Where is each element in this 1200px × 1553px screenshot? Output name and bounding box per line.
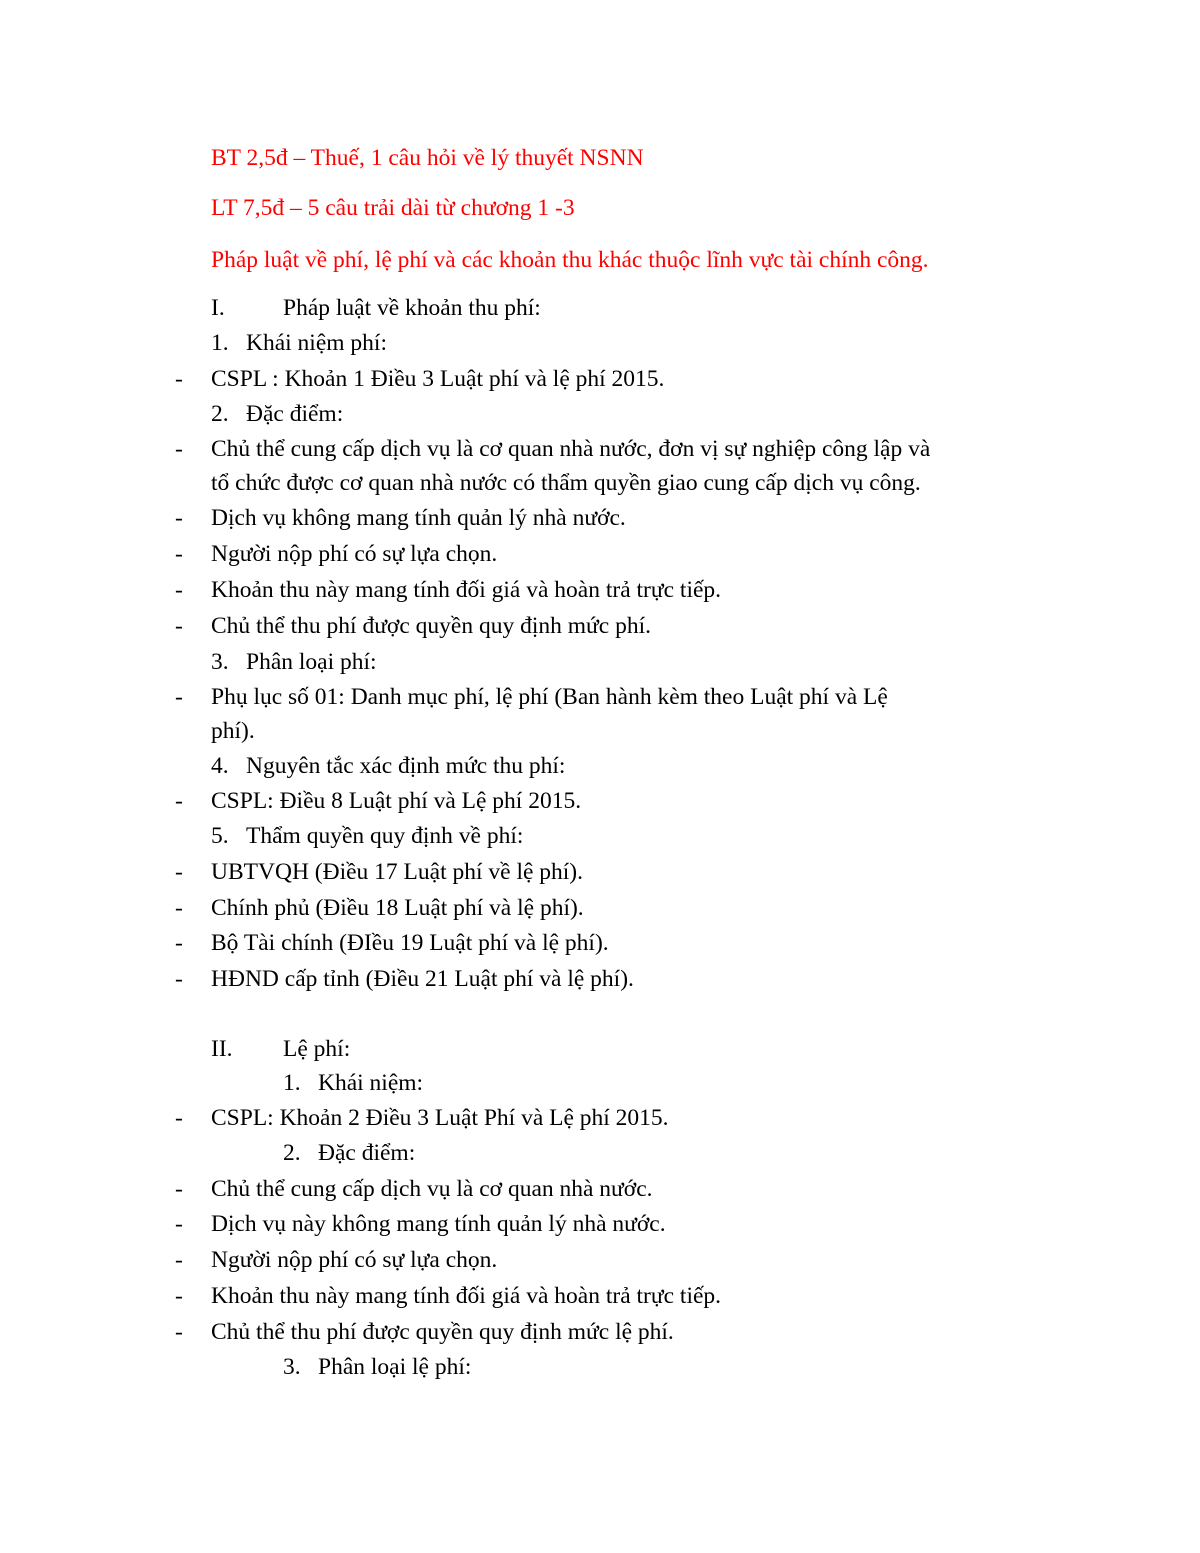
bullet-text: Người nộp phí có sự lựa chọn.	[211, 541, 498, 567]
bullet-text: Chủ thể cung cấp dịch vụ là cơ quan nhà nước, đơn vị sự nghiệp công lập và	[211, 436, 931, 462]
bullet-dash: -	[175, 505, 183, 531]
bullet-dash: -	[175, 1105, 183, 1131]
bullet-text: Chủ thể thu phí được quyền quy định mức lệ phí.	[211, 1319, 674, 1345]
bullet-dash: -	[175, 1247, 183, 1273]
bullet-text-continued: phí).	[211, 718, 255, 744]
bullet-dash: -	[175, 577, 183, 603]
heading-text: Phân loại phí:	[246, 649, 377, 675]
bullet-text: Chủ thể cung cấp dịch vụ là cơ quan nhà nước.	[211, 1176, 653, 1202]
heading-number: 1.	[283, 1070, 301, 1096]
bullet-text: CSPL: Điều 8 Luật phí và Lệ phí 2015.	[211, 788, 582, 814]
bullet-text: Người nộp phí có sự lựa chọn.	[211, 1247, 498, 1273]
heading-text: Thẩm quyền quy định về phí:	[246, 823, 524, 849]
bullet-text: Dịch vụ này không mang tính quản lý nhà nước.	[211, 1211, 666, 1237]
bullet-dash: -	[175, 788, 183, 814]
heading-number: 2.	[211, 401, 229, 427]
bullet-dash: -	[175, 541, 183, 567]
header-line-exercise: BT 2,5đ – Thuế, 1 câu hỏi về lý thuyết NSNN	[211, 145, 644, 171]
bullet-text: Phụ lục số 01: Danh mục phí, lệ phí (Ban hành kèm theo Luật phí và Lệ	[211, 684, 888, 710]
heading-number: 3.	[211, 649, 229, 675]
bullet-text: UBTVQH (Điều 17 Luật phí về lệ phí).	[211, 859, 584, 885]
bullet-text: Khoản thu này mang tính đối giá và hoàn trả trực tiếp.	[211, 1283, 722, 1309]
bullet-dash: -	[175, 366, 183, 392]
bullet-text: HĐND cấp tỉnh (Điều 21 Luật phí và lệ phí).	[211, 966, 634, 992]
heading-number: 4.	[211, 753, 229, 779]
bullet-text: Chính phủ (Điều 18 Luật phí và lệ phí).	[211, 895, 584, 921]
bullet-text-continued: tổ chức được cơ quan nhà nước có thẩm quyền giao cung cấp dịch vụ công.	[211, 470, 921, 496]
heading-text: Đặc điểm:	[246, 401, 344, 427]
heading-text: Khái niệm phí:	[246, 330, 387, 356]
bullet-text: Bộ Tài chính (ĐIều 19 Luật phí và lệ phí).	[211, 930, 609, 956]
bullet-dash: -	[175, 613, 183, 639]
heading-text: Nguyên tắc xác định mức thu phí:	[246, 753, 566, 779]
header-line-topic: Pháp luật về phí, lệ phí và các khoản thu khác thuộc lĩnh vực tài chính công.	[211, 247, 929, 273]
heading-number: 2.	[283, 1140, 301, 1166]
bullet-dash: -	[175, 1211, 183, 1237]
bullet-dash: -	[175, 966, 183, 992]
bullet-dash: -	[175, 859, 183, 885]
bullet-text: Dịch vụ không mang tính quản lý nhà nước.	[211, 505, 626, 531]
bullet-dash: -	[175, 436, 183, 462]
bullet-dash: -	[175, 684, 183, 710]
header-line-theory: LT 7,5đ – 5 câu trải dài từ chương 1 -3	[211, 195, 575, 221]
section1-title: Pháp luật về khoản thu phí:	[283, 295, 541, 321]
section2-title: Lệ phí:	[283, 1036, 351, 1062]
heading-number: 1.	[211, 330, 229, 356]
section2-numeral: II.	[211, 1036, 233, 1062]
bullet-text: CSPL: Khoản 2 Điều 3 Luật Phí và Lệ phí 2015.	[211, 1105, 669, 1131]
heading-text: Khái niệm:	[318, 1070, 424, 1096]
bullet-text: CSPL : Khoản 1 Điều 3 Luật phí và lệ phí 2015.	[211, 366, 665, 392]
bullet-dash: -	[175, 1176, 183, 1202]
section1-numeral: I.	[211, 295, 225, 321]
heading-number: 5.	[211, 823, 229, 849]
bullet-text: Khoản thu này mang tính đối giá và hoàn trả trực tiếp.	[211, 577, 722, 603]
heading-number: 3.	[283, 1354, 301, 1380]
bullet-dash: -	[175, 930, 183, 956]
bullet-dash: -	[175, 1283, 183, 1309]
bullet-dash: -	[175, 895, 183, 921]
bullet-dash: -	[175, 1319, 183, 1345]
heading-text: Đặc điểm:	[318, 1140, 416, 1166]
bullet-text: Chủ thể thu phí được quyền quy định mức phí.	[211, 613, 651, 639]
heading-text: Phân loại lệ phí:	[318, 1354, 472, 1380]
